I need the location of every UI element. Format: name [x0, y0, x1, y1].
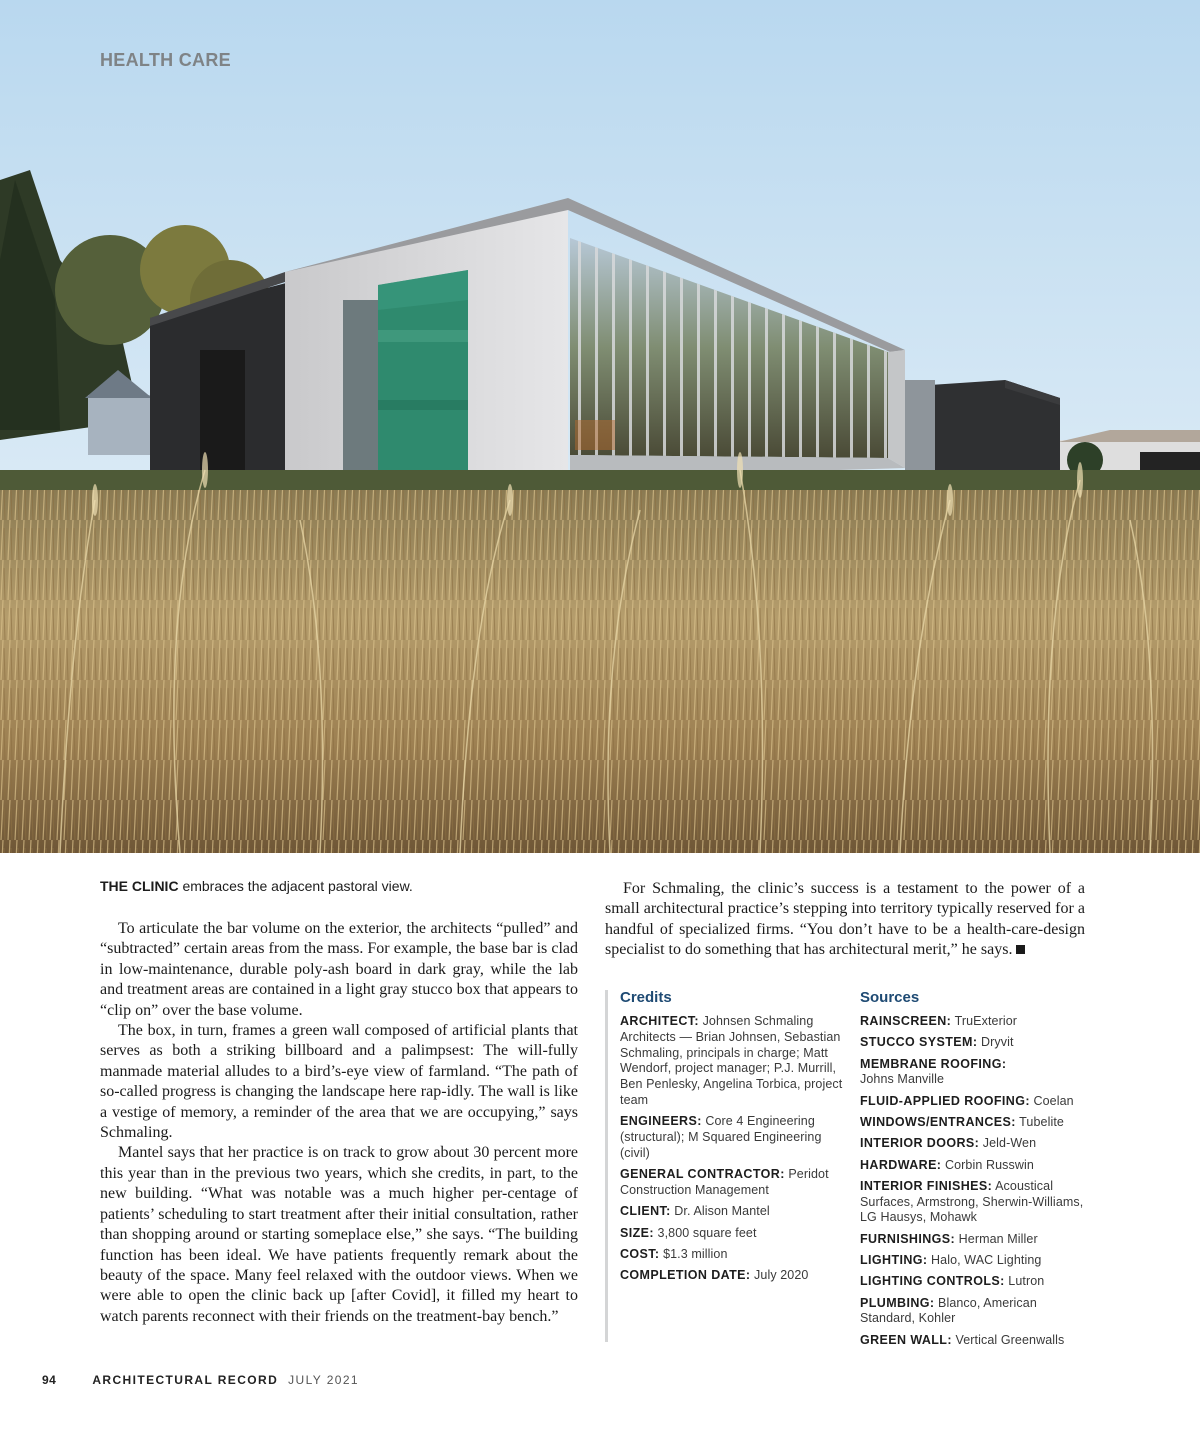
- source-value: Coelan: [1029, 1093, 1074, 1108]
- credit-entry: [620, 1167, 848, 1199]
- source-entry: [860, 1014, 1090, 1030]
- page-footer: [42, 1373, 359, 1387]
- caption-lead: THE CLINIC: [100, 878, 179, 894]
- credit-label: SIZE:: [620, 1225, 654, 1240]
- credit-value: Peridot Construction Management: [620, 1167, 829, 1197]
- credit-label: COMPLETION DATE:: [620, 1268, 751, 1283]
- source-value: Halo, WAC Lighting: [927, 1253, 1042, 1268]
- source-entry: [860, 1057, 1090, 1089]
- body-paragraph: To articulate the bar volume on the exterior, the architects “pulled” and “subtracted” certain areas from the mass. For example, the base bar is clad in low-maintenance, durable poly-ash board in dark gray, while the lab and treatment areas are contained in a light gray stucco box that appears to “clip on” over the base volume.: [100, 920, 578, 1019]
- source-entry: [860, 1179, 1090, 1226]
- section-label: HEALTH CARE: [100, 50, 231, 70]
- credit-label: ARCHITECT:: [620, 1014, 699, 1028]
- credits-heading: Credits: [620, 989, 672, 1006]
- source-entry: [860, 1115, 1090, 1131]
- source-value: Lutron: [1004, 1274, 1045, 1289]
- source-entry: [860, 1253, 1090, 1269]
- source-value: Herman Miller: [955, 1231, 1038, 1246]
- source-value: Vertical Greenwalls: [951, 1332, 1065, 1347]
- credit-value: July 2020: [750, 1268, 809, 1283]
- credit-entry: [620, 1226, 848, 1242]
- source-value: Jeld-Wen: [979, 1136, 1037, 1151]
- source-value: TruExterior: [951, 1014, 1018, 1028]
- source-label: LIGHTING:: [860, 1253, 928, 1268]
- source-value: Johns Manville: [860, 1072, 945, 1087]
- source-label: STUCCO SYSTEM:: [860, 1035, 978, 1050]
- photo-caption: [100, 877, 570, 895]
- credit-entry: [620, 1014, 848, 1109]
- credit-value: 3,800 square feet: [653, 1225, 757, 1240]
- source-value: Corbin Russwin: [941, 1157, 1034, 1172]
- source-label: MEMBRANE ROOFING:: [860, 1056, 1007, 1071]
- body-paragraph: [605, 879, 1085, 961]
- sources-heading: Sources: [860, 989, 920, 1006]
- source-label: LIGHTING CONTROLS:: [860, 1274, 1005, 1289]
- source-label: INTERIOR FINISHES:: [860, 1178, 993, 1193]
- source-label: INTERIOR DOORS:: [860, 1136, 980, 1151]
- source-value: Tubelite: [1015, 1114, 1064, 1129]
- sources-box: [860, 988, 1090, 1354]
- body-column-right: [605, 879, 1085, 961]
- credit-entry: [620, 1247, 848, 1263]
- issue-date: JULY 2021: [288, 1373, 360, 1387]
- body-paragraph-text: For Schmaling, the clinic’s success is a testament to the power of a small architectural practice’s stepping into territory typically reserved for a handful of specialized firms. “You don’t have to be a health-care-design specialist to do something that has architectural merit,” he says.: [605, 880, 1085, 959]
- source-label: FURNISHINGS:: [860, 1231, 956, 1246]
- source-entry: [860, 1274, 1090, 1290]
- credit-value: $1.3 million: [659, 1246, 728, 1261]
- source-value: Blanco, American Standard, Kohler: [860, 1295, 1037, 1326]
- source-label: RAINSCREEN:: [860, 1014, 952, 1028]
- credit-value: Dr. Alison Mantel: [670, 1204, 770, 1219]
- page-number: 94: [42, 1373, 57, 1387]
- source-entry: [860, 1333, 1090, 1349]
- source-label: WINDOWS/ENTRANCES:: [860, 1114, 1016, 1129]
- source-entry: [860, 1136, 1090, 1152]
- source-value: Dryvit: [977, 1035, 1014, 1050]
- source-entry: [860, 1158, 1090, 1174]
- credit-label: COST:: [620, 1246, 660, 1261]
- magazine-name: ARCHITECTURAL RECORD: [92, 1373, 279, 1387]
- source-label: FLUID-APPLIED ROOFING:: [860, 1093, 1030, 1108]
- credit-entry: [620, 1114, 848, 1161]
- caption-text: embraces the adjacent pastoral view.: [178, 878, 413, 894]
- credit-label: GENERAL CONTRACTOR:: [620, 1167, 785, 1182]
- credit-entry: [620, 1204, 848, 1220]
- source-value: Acoustical Surfaces, Armstrong, Sherwin-Williams, LG Hausys, Mohawk: [860, 1178, 1084, 1225]
- body-paragraph: The box, in turn, frames a green wall composed of artificial plants that serves as both a striking billboard and a palimpsest: The will-fully manmade material alludes to a bird’s-eye view of farmland. “The path of so-called progress is changing the landscape here rap-idly. The wall is like a vestige of memory, a reminder of the area that we are occupying,” says Schmaling.: [100, 1022, 578, 1142]
- credit-value: Johnsen Schmaling Architects — Brian Johnsen, Sebastian Schmaling, principals in charge; Matt Wendorf, project manager; P.J. Murrill, Ben Penlesky, Angelina Torbica, project team: [620, 1014, 843, 1107]
- sidebar-rule: [605, 990, 608, 1342]
- source-label: GREEN WALL:: [860, 1332, 952, 1347]
- body-paragraph: Mantel says that her practice is on track to grow about 30 percent more this year than in the previous two years, which she credits, in part, to the new building. “What was notable was a much higher per-centage of patients’ scheduling to start treatment after their initial consultation, rather than shopping around or starting someplace else,” she says. “The building function has been ideal. We have patients frequently remark about the beauty of the space. Many feel relaxed with the outdoor views. When we were able to open the clinic back up [after Covid], it filled my heart to watch parents reconnect with their friends on the treatment-bay bench.”: [100, 1144, 578, 1325]
- source-entry: [860, 1094, 1090, 1110]
- credit-label: CLIENT:: [620, 1204, 671, 1219]
- body-column-left: [100, 919, 578, 1327]
- source-label: PLUMBING:: [860, 1295, 935, 1310]
- source-label: HARDWARE:: [860, 1157, 942, 1172]
- credit-label: ENGINEERS:: [620, 1114, 702, 1129]
- source-entry: [860, 1296, 1090, 1328]
- source-entry: [860, 1035, 1090, 1051]
- credit-value: Core 4 Engineering (structural); M Squared Engineering (civil): [620, 1114, 822, 1160]
- credits-box: [620, 988, 848, 1289]
- source-entry: [860, 1232, 1090, 1248]
- end-mark-icon: [1016, 945, 1025, 954]
- credit-entry: [620, 1268, 848, 1284]
